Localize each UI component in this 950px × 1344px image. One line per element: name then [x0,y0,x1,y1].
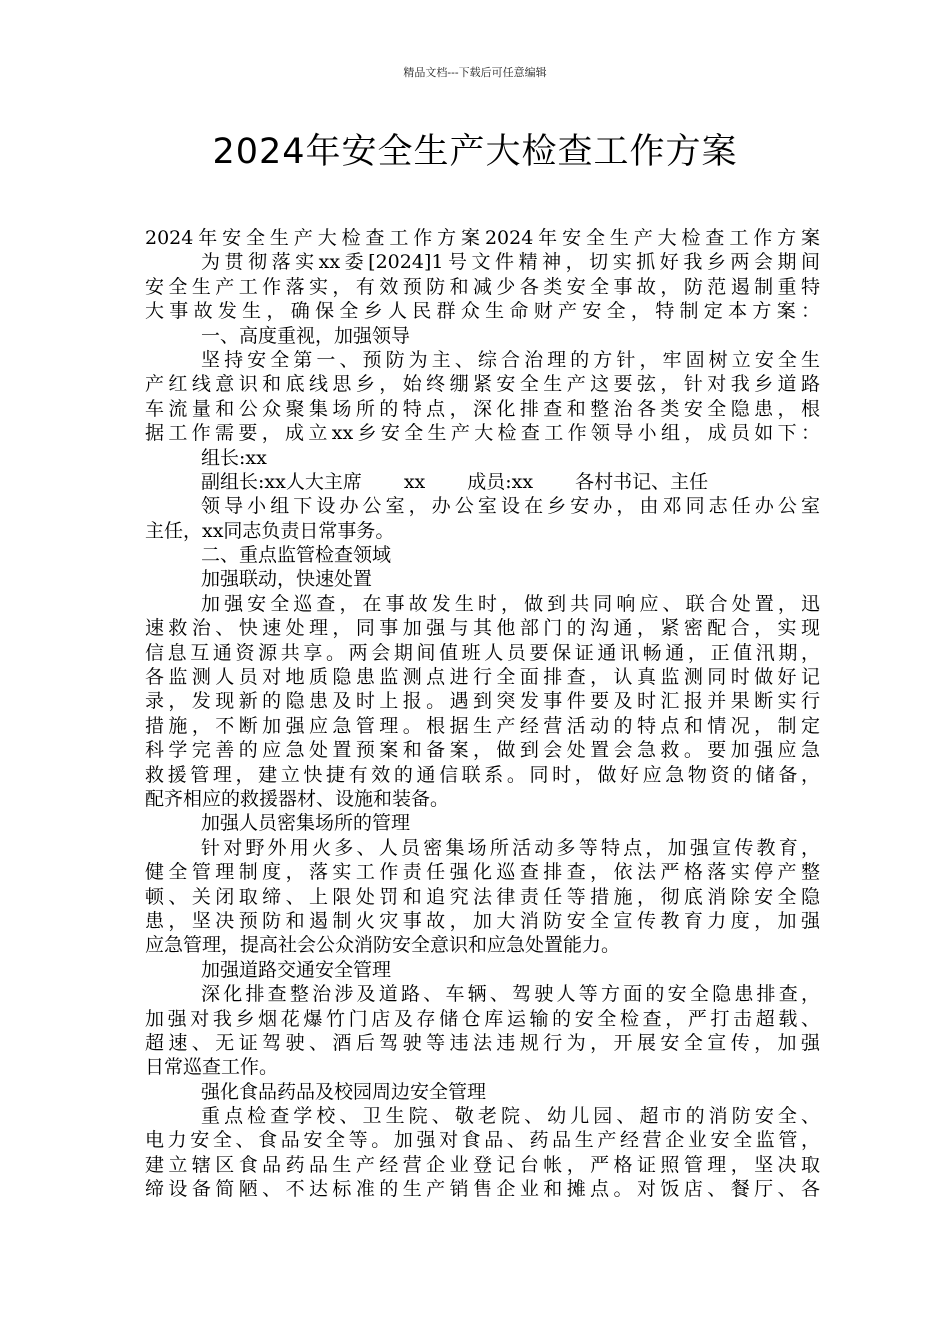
section-heading: 一、高度重视，加强领导 [201,324,411,347]
paragraph-line: 建立辖区食品药品生产经营企业登记台帐，严格证照管理，坚决取 [145,1153,820,1176]
paragraph-line: 日常巡查工作。 [145,1056,279,1079]
paragraph-line: 坚持安全第一、预防为主、综合治理的方针，牢固树立安全生 [201,348,820,371]
paragraph-line: 安全生产工作落实，有效预防和减少各类安全事故，防范遏制重特 [145,275,820,298]
members-roles: 各村书记、主任 [575,470,709,493]
paragraph-line: 主任，xx同志负责日常事务。 [145,519,395,542]
paragraph-line: 措施，不断加强应急管理。根据生产经营活动的特点和情况，制定 [145,714,820,737]
paragraph-line: 救援管理，建立快捷有效的通信联系。同时，做好应急物资的储备， [145,763,820,786]
paragraph-line: 信息互通资源共享。两会期间值班人员要保证通讯畅通，正值汛期， [145,641,820,664]
deputy-label: 副组长:xx人大主席 [201,470,362,493]
document-body [145,226,820,1202]
subsection-heading: 加强联动，快速处置 [201,568,373,591]
section-heading: 二、重点监管检查领域 [201,544,392,567]
intro-line: 2024年安全生产大检查工作方案2024年安全生产大检查工作方案 [145,227,820,249]
paragraph-line: 针对野外用火多、人员密集场所活动多等特点，加强宣传教育， [201,836,820,859]
paragraph-line: 大事故发生，确保全乡人民群众生命财产安全，特制定本方案： [145,300,820,323]
paragraph-line: 车流量和公众聚集场所的特点，深化排查和整治各类安全隐患，根 [145,397,820,420]
leader-line: 组长:xx [201,446,267,469]
header-note: 精品文档---下载后可任意编辑 [403,66,547,79]
paragraph-line: 应急管理，提高社会公众消防安全意识和应急处置能力。 [145,934,621,957]
subsection-heading: 加强道路交通安全管理 [201,958,392,981]
paragraph-line: 速救治、快速处理，同事加强与其他部门的沟通，紧密配合，实现 [145,617,820,640]
paragraph-line: 顿、关闭取缔、上限处罚和追究法律责任等措施，彻底消除安全隐 [145,885,820,908]
subsection-heading: 加强人员密集场所的管理 [201,812,411,835]
paragraph-line: 配齐相应的救援器材、设施和装备。 [145,787,450,810]
paragraph-line: 据工作需要，成立xx乡安全生产大检查工作领导小组，成员如下： [145,422,820,445]
document-title: 2024年安全生产大检查工作方案 [212,132,738,172]
paragraph-line: 产红线意识和底线思乡，始终绷紧安全生产这要弦，针对我乡道路 [145,373,820,396]
paragraph-line: 深化排查整治涉及道路、车辆、驾驶人等方面的安全隐患排查， [201,983,820,1006]
paragraph-line: 领导小组下设办公室，办公室设在乡安办，由邓同志任办公室 [201,495,820,518]
paragraph-line: 缔设备简陋、不达标准的生产销售企业和摊点。对饭店、餐厅、各 [145,1178,820,1201]
paragraph-line: 健全管理制度，落实工作责任强化巡查排查，依法严格落实停产整 [145,861,820,884]
paragraph-line: 重点检查学校、卫生院、敬老院、幼儿园、超市的消防安全、 [201,1105,820,1128]
paragraph-line: 录，发现新的隐患及时上报。遇到突发事件要及时汇报并果断实行 [145,690,820,713]
paragraph-line: 各监测人员对地质隐患监测点进行全面排查，认真监测同时做好记 [145,666,820,689]
paragraph-line: 加强对我乡烟花爆竹门店及存储仓库运输的安全检查，严打击超载、 [145,1007,820,1030]
paragraph-line: 超速、无证驾驶、酒后驾驶等违法违规行为，开展安全宣传，加强 [145,1031,820,1054]
paragraph-line: 加强安全巡查，在事故发生时，做到共同响应、联合处置，迅 [201,592,820,615]
subsection-heading: 强化食品药品及校园周边安全管理 [201,1080,487,1103]
deputy-name: xx [403,470,426,493]
paragraph-line: 电力安全、食品安全等。加强对食品、药品生产经营企业安全监管， [145,1129,820,1152]
deputy-row [145,470,820,494]
paragraph-line: 患，坚决预防和遏制火灾事故，加大消防安全宣传教育力度，加强 [145,909,820,932]
paragraph-line: 为贯彻落实xx委[2024]1号文件精神，切实抓好我乡两会期间 [201,251,820,274]
members-label: 成员:xx [467,470,534,493]
paragraph-line: 科学完善的应急处置预案和备案，做到会处置会急救。要加强应急 [145,739,820,762]
